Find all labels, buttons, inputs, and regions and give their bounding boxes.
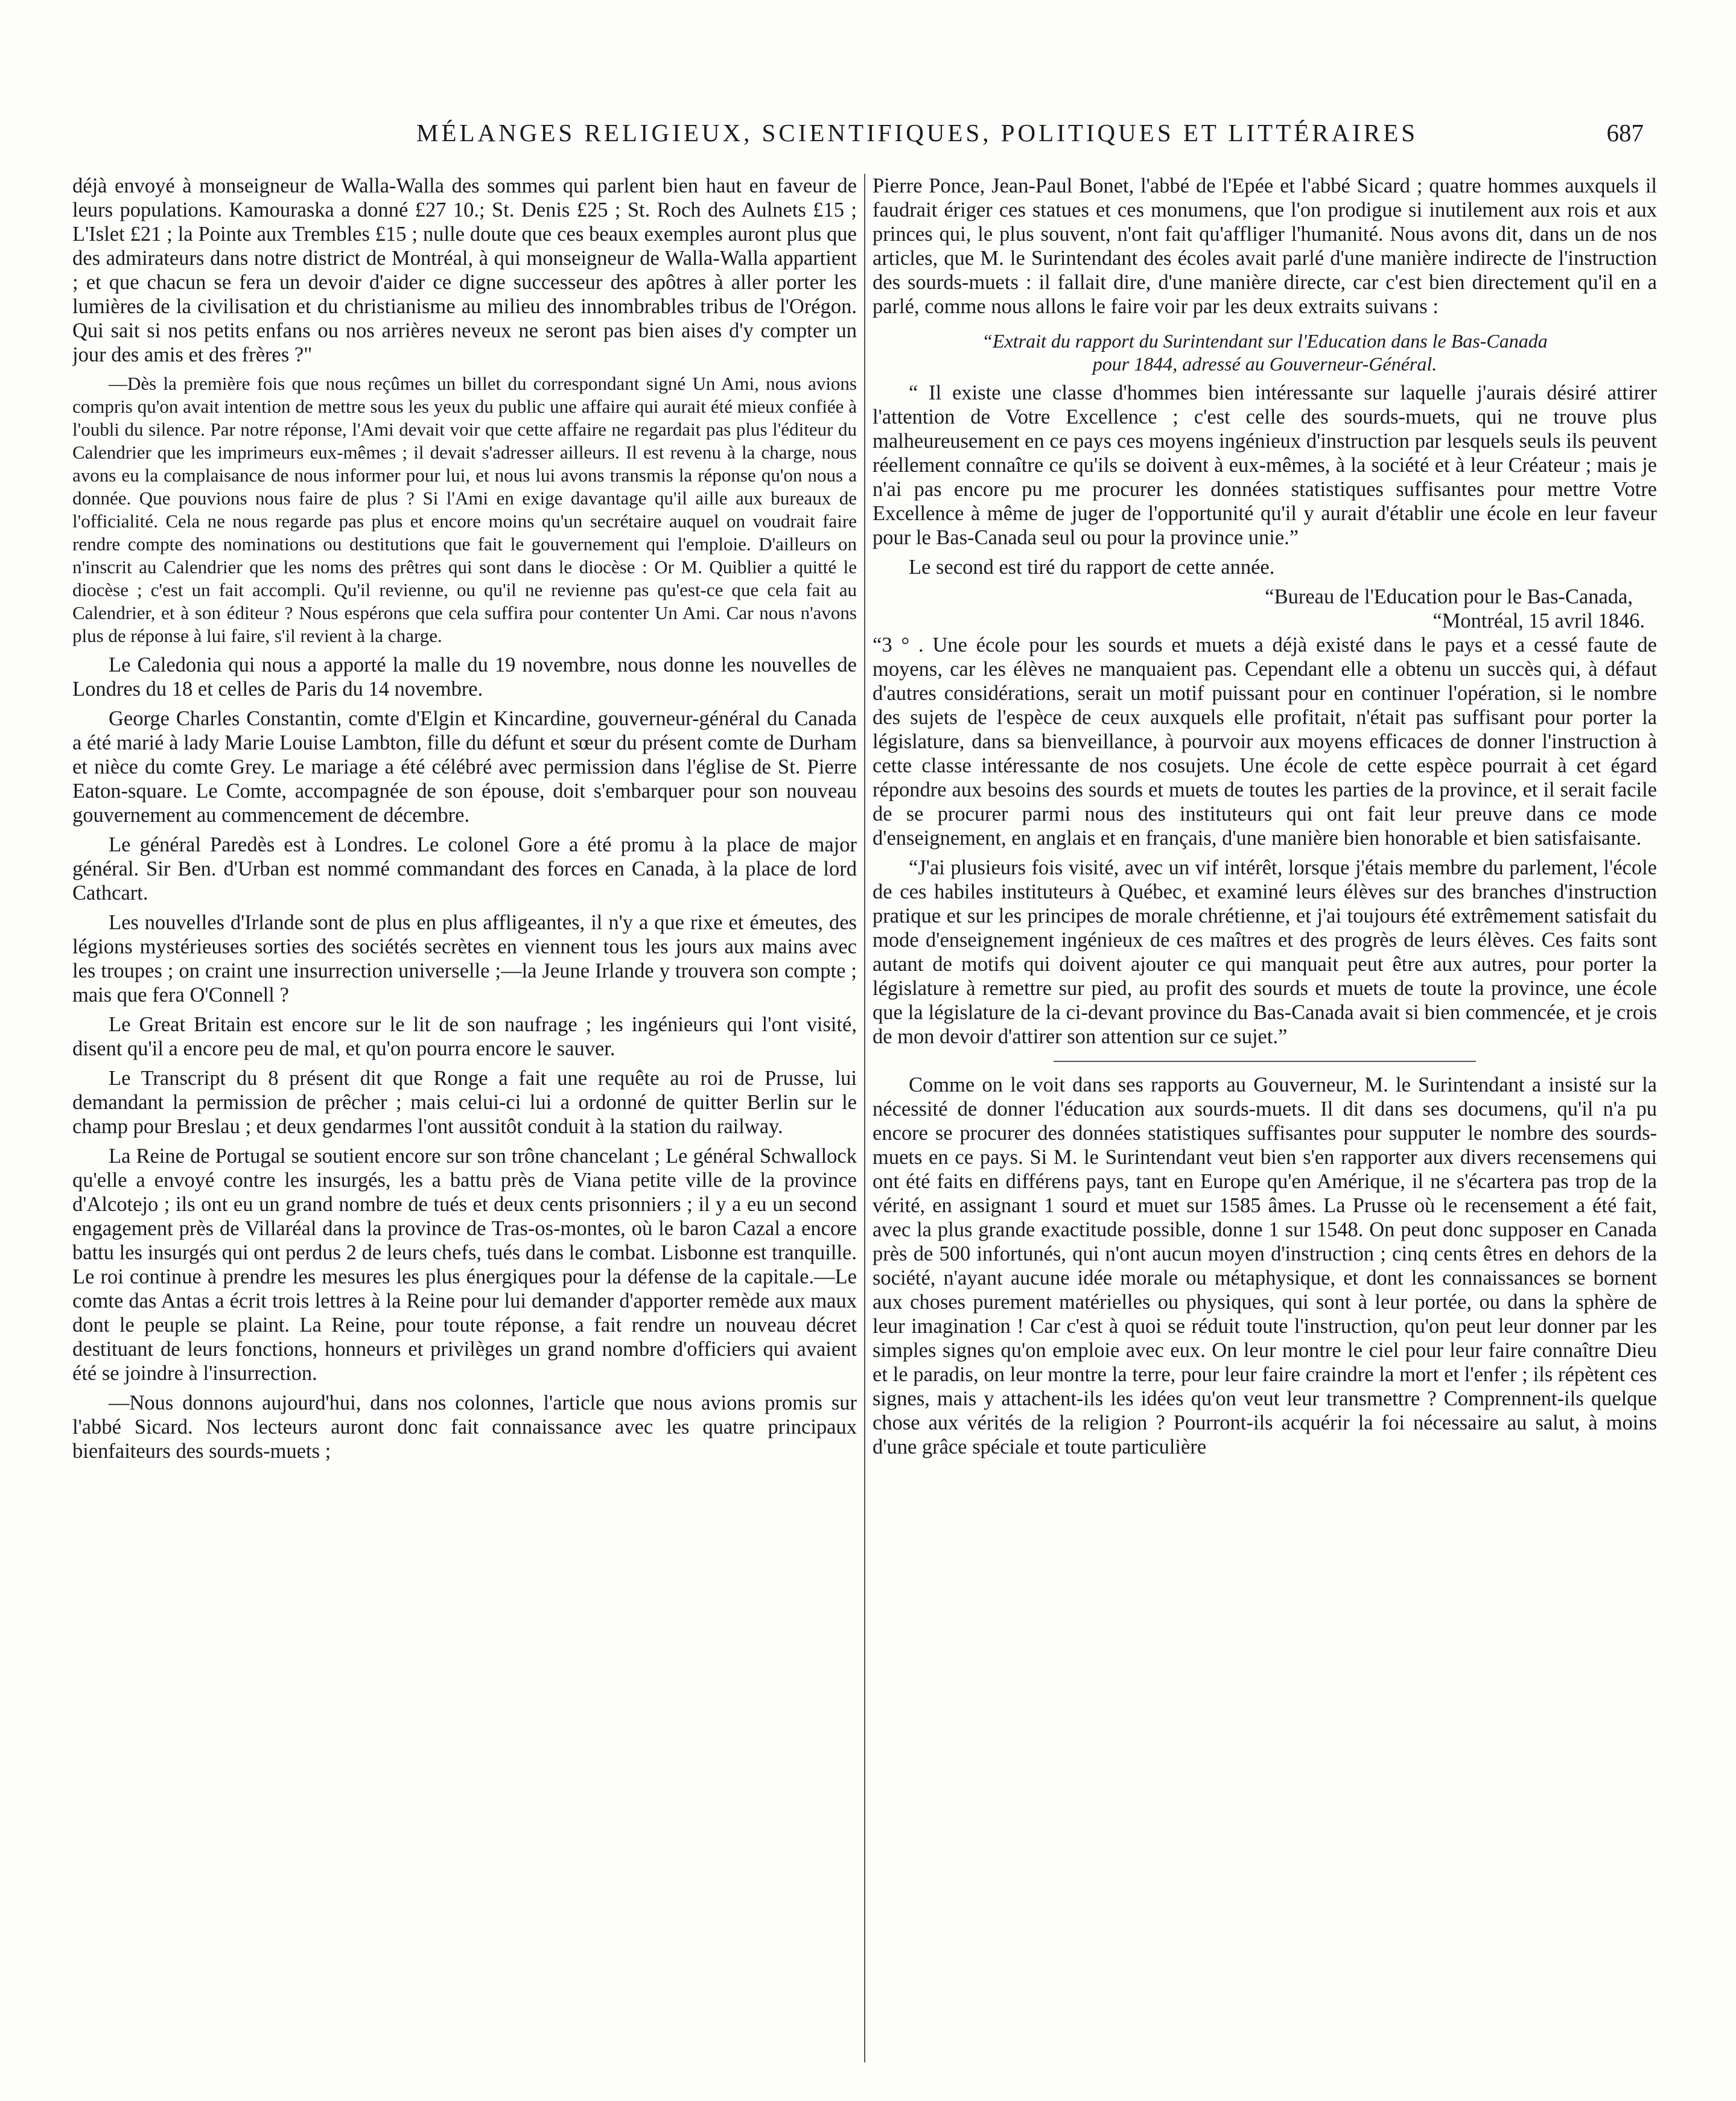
dateline-montreal: “Montréal, 15 avril 1846. [1432, 609, 1645, 632]
column-rule [864, 174, 865, 2062]
paragraph-irlande: Les nouvelles d'Irlande sont de plus en plus affligeantes, il n'y a que rixe et émeutes, des légions mystérieuses sorties des sociétés secrètes en viennent tous les jours aux mains avec les troupes ; on craint une insurrection universelle ;—la Jeune Irlande y trouvera son compte ; mais que fera O'Connell ? [72, 911, 857, 1006]
running-title: MÉLANGES RELIGIEUX, SCIENTIFIQUES, POLITIQUES ET LITTÉRAIRES [416, 119, 1419, 147]
paragraph-great-britain: Le Great Britain est encore sur le lit de son naufrage ; les ingénieurs qui l'ont visité, disent qu'il a encore peu de mal, et qu'on pourra encore le sauver. [72, 1013, 857, 1060]
page-number: 687 [1606, 119, 1644, 147]
extract-1844: “ Il existe une classe d'hommes bien intéressante sur laquelle j'aurais désiré attirer l'attention de Votre Excellence ; c'est celle des sourds-muets, qui ne trouve plus malheureusement en ce pays ces moyens ingénieux d'instruction par lesquels seuls ils peuvent réellement connaître ce qu'ils se doivent à eux-mêmes, à la société et à leur Créateur ; mais je n'ai pas encore pu me procurer les données statistiques suffisantes pour mettre Votre Excellence à même de juger de l'opportunité qu'il y aurait d'établir une école en leur faveur pour le Bas-Canada seul ou pour la province unie.” [873, 381, 1657, 549]
paragraph-portugal: La Reine de Portugal se soutient encore sur son trône chancelant ; Le général Schwallock qu'elle a envoyé contre les insurgés, les a battu près de Viana petite ville de la province d'Alcotejo ; ils ont eu un grand nombre de tués et deux cents prisonniers ; il y a eu un second engagement près de Villaréal dans la province de Tras-os-montes, où le baron Cazal a encore battu les insurgés qui ont perdus 2 de leurs chefs, tués dans le combat. Lisbonne est tranquille. Le roi continue à prendre les mesures les plus énergiques pour la défense de la capitale.—Le comte das Antas a écrit trois lettres à la Reine pour lui demander d'apporter remède aux maux dont le peuple se plaint. La Reine, pour toute réponse, a fait rendre un nouveau décret destituant de leurs fonctions, honneurs et privilèges un grand nombre d'officiers qui avaient été se joindre à l'insurrection. [72, 1145, 857, 1385]
section-divider [1054, 1049, 1476, 1062]
second-extract-intro: Le second est tiré du rapport de cette année. [909, 556, 1275, 579]
paragraph-abbe-sicard: —Nous donnons aujourd'hui, dans nos colonnes, l'article que nous avions promis sur l'abbé Sicard. Nos lecteurs auront donc fait connaissance avec les quatre principaux bienfaiteurs des sourds-muets ; [72, 1391, 857, 1463]
extract-1846-part-1: “3 ° . Une école pour les sourds et muets a déjà existé dans le pays et a cessé faute de moyens, car les élèves ne manquaient pas. Cependant elle a obtenu un succès qui, à défaut d'autres considérations, serait un motif puissant pour en continuer l'opération, si le nombre des sujets de l'espèce de ceux auxquels elle profitait, n'était pas suffisant pour porter la législature, dans sa bienveillance, à pourvoir aux moyens efficaces de donner l'instruction à cette classe intéressante de nos cosujets. Une école de cette espèce pourrait à cet égard répondre aux besoins des sourds et muets de toutes les parties de la province, et il serait facile de se procurer parmi nous des instituteurs qui ont fait leur preuve dans ce mode d'enseignement, en anglais et en français, d'une manière bien honorable et bien satisfaisante. [873, 634, 1657, 850]
extract-heading: “Extrait du rapport du Surintendant sur l'Education dans le Bas-Canada [982, 330, 1548, 352]
paragraph-walla-walla: déjà envoyé à monseigneur de Walla-Walla des sommes qui parlent bien haut en faveur de leurs populations. Kamouraska a donné £27 10.; St. Denis £25 ; St. Roch des Aulnets £15 ; L'Islet £21 ; la Pointe aux Trembles £15 ; nulle doute que ces beaux exemples auront plus que des admirateurs dans notre district de Montréal, à qui monseigneur de Walla-Walla appartient ; et que chacun se fera un devoir d'aider ce digne successeur des apôtres à aller porter les lumières de la civilisation et du christianisme au milieu des innombrables tribus de l'Orégon. Qui sait si nos petits enfans ou nos arrières neveux ne seront pas bien aises d'y compter un jour des amis et des frères ?" [72, 174, 857, 366]
paragraph-transcript: Le Transcript du 8 présent dit que Ronge a fait une requête au roi de Prusse, lui demandant la permission de prêcher ; mais celui-ci lui a ordonné de quitter Berlin sur le champ pour Breslau ; et deux gendarmes l'ont aussitôt conduit à la station du railway. [72, 1067, 857, 1138]
right-column [873, 174, 1657, 2062]
dateline-bureau: “Bureau de l'Education pour le Bas-Canada, [1265, 585, 1633, 608]
paragraph-caledonia: Le Caledonia qui nous a apporté la malle du 19 novembre, nous donne les nouvelles de Londres du 18 et celles de Paris du 14 novembre. [72, 653, 857, 701]
paragraph-bienfaiteurs: Pierre Ponce, Jean-Paul Bonet, l'abbé de l'Epée et l'abbé Sicard ; quatre hommes auxquels il faudrait ériger ces statues et ces monumens, que l'on prodigue si inutilement aux rois et aux princes qui, le plus souvent, n'ont fait qu'affliger l'humanité. Nous avons dit, dans un de nos articles, que M. le Surintendant des écoles avait parlé d'une manière indirecte de l'instruction des sourds-muets : il fallait dire, d'une manière directe, car c'est bien directement qu'il en a parlé, comme nous allons le faire voir par les deux extraits suivans : [873, 174, 1657, 318]
paragraph-conclusion: Comme on le voit dans ses rapports au Gouverneur, M. le Surintendant a insisté sur la nécessité de donner l'éducation aux sourds-muets. Il dit dans ses documens, qu'il n'a pu encore se procurer des données statistiques suffisantes pour supputer le nombre des sourds-muets en ce pays. Si M. le Surintendant veut bien s'en rapporter aux divers recensemens qui ont été faits en différens pays, tant en Europe qu'en Amérique, il ne s'écartera pas trop de la vérité, en assignant 1 sourd et muet sur 1585 âmes. La Prusse où le recensement a été fait, avec la plus grande exactitude possible, donne 1 sur 1548. On peut donc supposer en Canada près de 500 infortunés, qui n'ont aucun moyen d'instruction ; cinq cents êtres en dehors de la société, n'ayant aucune idée morale ou métaphysique, et dont les connaissances se bornent aux choses purement matérielles ou physiques, qui sont à leur portée, ou dans la sphère de leur imagination ! Car c'est à quoi se réduit toute l'instruction, qu'on peut leur donner par les simples signes qu'on emploie avec eux. On leur montre le ciel pour leur faire connaître Dieu et le paradis, on leur montre la terre, pour leur faire craindre la mort et l'enfer ; ils répètent ces signes, mais y attachent-ils les idées qu'on veut leur transmettre ? Comprennent-ils quelque chose aux vérités de la religion ? Pourront-ils acquérir la foi nécessaire au salut, à moins d'une grâce spéciale et toute particulière [873, 1073, 1657, 1458]
paragraph-paredes: Le général Paredès est à Londres. Le colonel Gore a été promu à la place de major général. Sir Ben. d'Urban est nommé commandant des forces en Canada, à la place de lord Cathcart. [72, 833, 857, 904]
paragraph-un-ami: —Dès la première fois que nous reçûmes un billet du correspondant signé Un Ami, nous avions compris qu'on avait intention de mettre sous les yeux du public une affaire qui aurait été mieux confiée à l'oubli du silence. Par notre réponse, l'Ami devait voir que cette affaire ne regardait pas plus l'éditeur du Calendrier que les imprimeurs eux-mêmes ; il devait s'adresser ailleurs. Il est revenu à la charge, nous avons eu la complaisance de nous informer pour lui, et nous lui avons transmis la réponse qu'on nous a donnée. Que pouvions nous faire de plus ? Si l'Ami en exige davantage qu'il aille aux bureaux de l'officialité. Cela ne nous regarde pas plus et encore moins qu'un secrétaire auquel on voudrait faire rendre compte des nominations ou destitutions que fait le gouvernement qui l'emploie. D'ailleurs on n'inscrit au Calendrier que les noms des prêtres qui sont dans le diocèse : Or M. Quiblier a quitté le diocèse ; c'est un fait accompli. Qu'il revienne, ou qu'il ne revienne pas qu'est-ce que cela fait au Calendrier, et à son éditeur ? Nous espérons que cela suffira pour contenter Un Ami. Car nous n'avons plus de réponse à lui faire, s'il revient à la charge. [72, 373, 857, 646]
paragraph-elgin-marriage: George Charles Constantin, comte d'Elgin et Kincardine, gouverneur-général du Canada a été marié à lady Marie Louise Lambton, fille du défunt et sœur du présent comte de Durham et nièce du comte Grey. Le mariage a été célébré avec permission dans l'église de St. Pierre Eaton-square. Le Comte, accompagnée de son épouse, doit s'embarquer pour son nouveau gouvernement au commencement de décembre. [72, 707, 857, 827]
extract-1846-part-2: “J'ai plusieurs fois visité, avec un vif intérêt, lorsque j'étais membre du parlement, l'école de ces habiles instituteurs à Québec, et examiné leurs élèves sur des branches d'instruction pratique et sur les principes de morale chrétienne, et j'ai toujours été extrêmement satisfait du mode d'enseignement ingénieux de ces maîtres et des progrès de leurs élèves. Ces faits sont autant de motifs qui doivent ajouter ce qui manquait peut être aux autres, pour porter la législature à remettre sur pied, au profit des sourds et muets de toute la province, une école que la législature de la ci-devant province du Bas-Canada avait si bien commencée, et je crois de mon devoir d'attirer son attention sur ce sujet.” [873, 856, 1657, 1048]
left-column [72, 174, 857, 2062]
extract-heading-subtitle: pour 1844, adressé au Gouverneur-Général. [1092, 353, 1437, 375]
